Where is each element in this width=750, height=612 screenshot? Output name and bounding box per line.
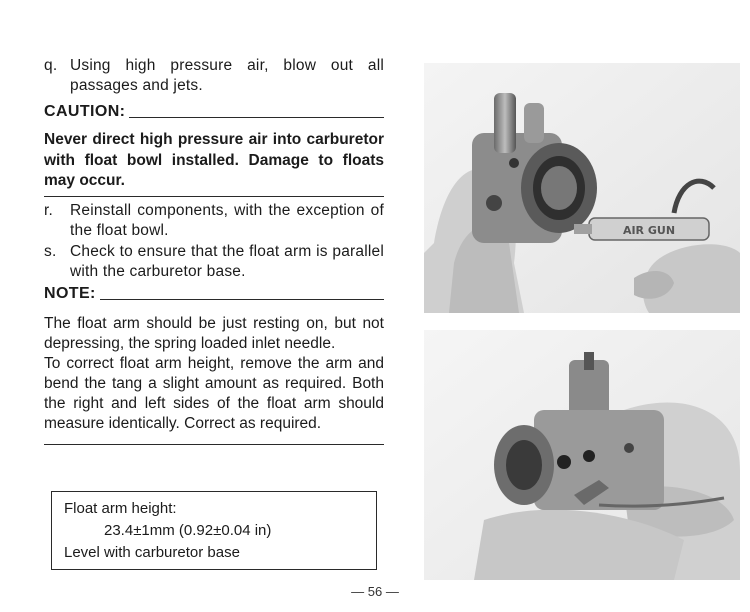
note-end-rule	[44, 444, 384, 445]
spec-footer: Level with carburetor base	[64, 544, 240, 561]
air-gun-label: AIR GUN	[622, 224, 676, 237]
caution-text: Never direct high pressure air into carburetor with float bowl installed. Damage to floats may occur.	[44, 131, 384, 189]
note-paragraph-2: To correct float arm height, remove the arm and bend the tang a slight amount as required. Both the right and left sides of the float arm should measure identically. Correct as required.	[44, 354, 384, 432]
note-rule	[100, 299, 384, 300]
step-s-label: s.	[44, 242, 57, 260]
spec-box	[51, 491, 377, 570]
photo-float-arm-check	[424, 330, 740, 580]
photo-air-gun-cleaning	[424, 63, 740, 313]
step-q-label: q.	[44, 57, 58, 74]
step-r	[44, 201, 384, 241]
step-s-text: Check to ensure that the float arm is parallel with the carburetor base.	[70, 242, 384, 280]
caution-heading-line	[44, 102, 384, 122]
spec-value: 23.4±1mm (0.92±0.04 in)	[104, 522, 272, 539]
caution-rule	[129, 117, 384, 118]
text-column	[44, 56, 384, 445]
note-heading-line	[44, 284, 384, 304]
step-s	[44, 242, 384, 282]
note-paragraph-1: The float arm should be just resting on, but not depressing, the spring loaded inlet needle.	[44, 314, 384, 352]
step-q-text: Using high pressure air, blow out all passages and jets.	[70, 57, 384, 94]
spec-title: Float arm height:	[64, 500, 177, 517]
note-heading: NOTE:	[44, 284, 96, 302]
step-r-text: Reinstall components, with the exception of the float bowl.	[70, 201, 384, 239]
caution-heading: CAUTION:	[44, 103, 126, 120]
caution-end-rule	[44, 196, 384, 197]
step-q	[44, 56, 384, 96]
page-number: — 56 —	[351, 584, 399, 599]
step-r-label: r.	[44, 201, 54, 219]
